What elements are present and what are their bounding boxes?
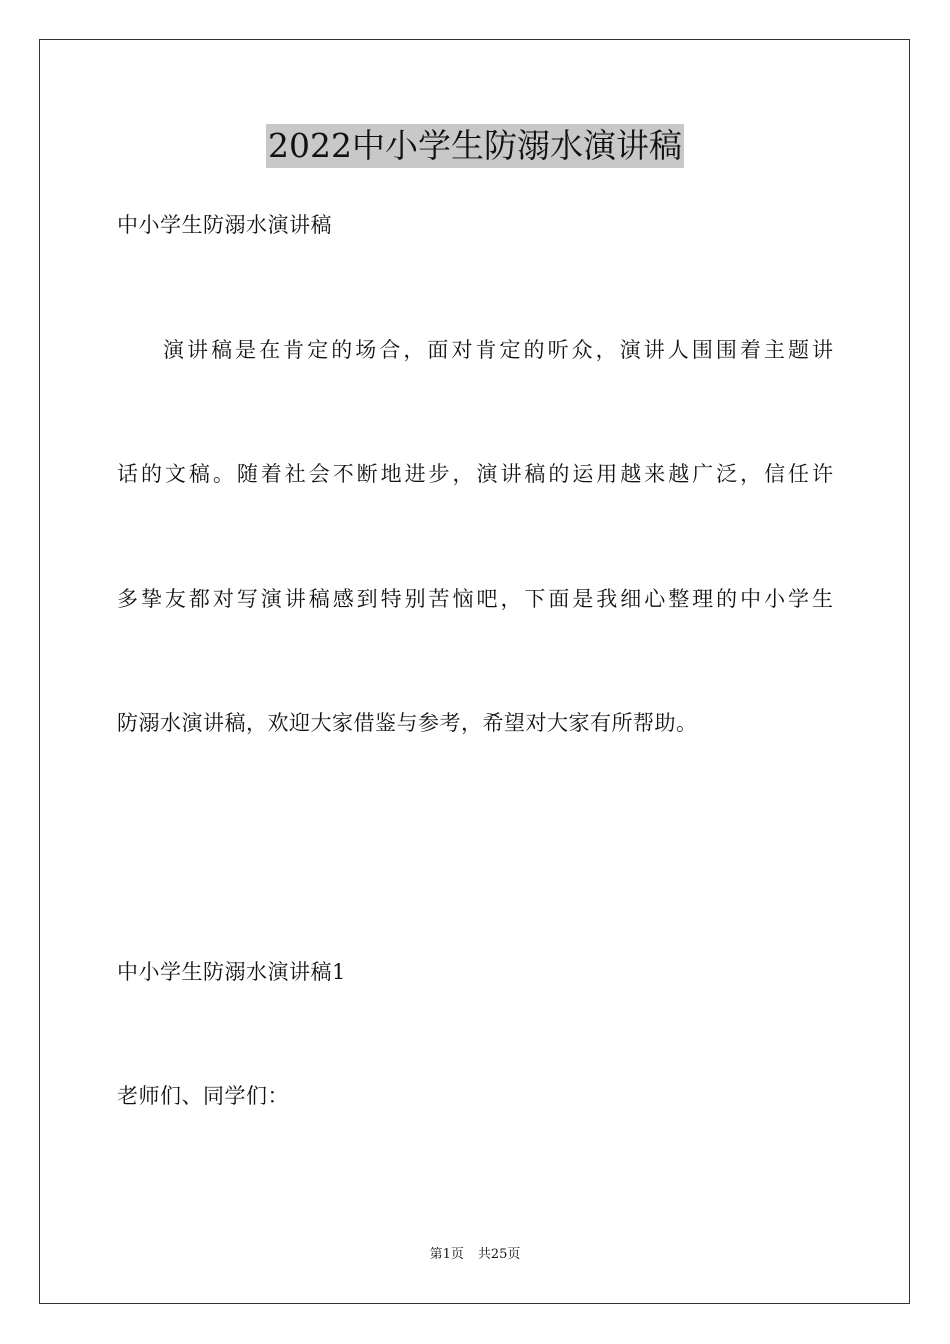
title-container xyxy=(0,124,950,168)
salutation: 老师们、同学们： xyxy=(117,1084,289,1108)
document-subtitle: 中小学生防溺水演讲稿 xyxy=(117,213,332,237)
section-heading: 中小学生防溺水演讲稿1 xyxy=(117,960,346,984)
page-footer xyxy=(0,1246,950,1264)
total-pages: 共25页 xyxy=(477,1247,521,1262)
document-title: 2022中小学生防溺水演讲稿 xyxy=(266,124,684,168)
page-number: 第1页 xyxy=(429,1247,464,1262)
intro-line-1: 演讲稿是在肯定的场合，面对肯定的听众，演讲人围围着主题讲 xyxy=(163,338,833,362)
intro-line-4: 防溺水演讲稿，欢迎大家借鉴与参考，希望对大家有所帮助。 xyxy=(117,711,698,735)
intro-line-3: 多挚友都对写演讲稿感到特别苦恼吧，下面是我细心整理的中小学生 xyxy=(117,587,833,611)
intro-line-2: 话的文稿。随着社会不断地进步，演讲稿的运用越来越广泛，信任许 xyxy=(117,462,833,486)
